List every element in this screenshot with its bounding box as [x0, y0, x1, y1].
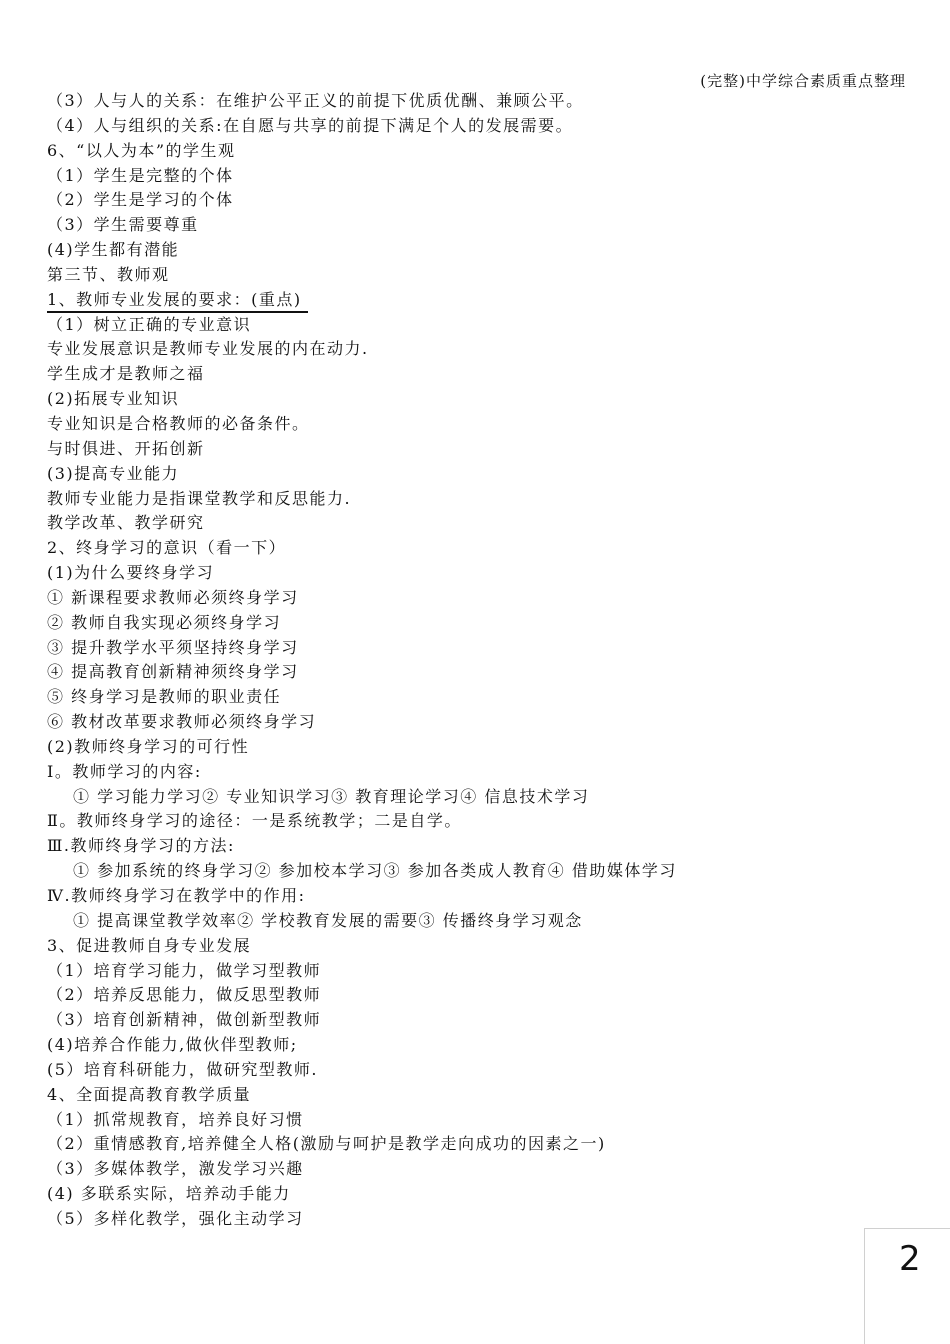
text-line: （2）学生是学习的个体: [47, 190, 234, 210]
list-item: ⑤ 终身学习是教师的职业责任: [47, 687, 282, 707]
text-line: 教学改革、教学研究: [47, 513, 205, 533]
section-heading: 3、促进教师自身专业发展: [47, 935, 252, 955]
text-line: （1）树立正确的专业意识: [47, 314, 252, 334]
text-line: （3）人与人的关系：在维护公平正义的前提下优质优酬、兼顾公平。: [47, 91, 584, 110]
document-body: [47, 89, 907, 1232]
text-line: Ⅱ。教师终身学习的途径：一是系统教学；二是自学。: [47, 811, 462, 831]
text-line: （5）多样化教学，强化主动学习: [47, 1208, 304, 1228]
text-line: （4）人与组织的关系:在自愿与共享的前提下满足个人的发展需要。: [47, 115, 574, 135]
section-heading: 6、“以人为本”的学生观: [47, 140, 236, 160]
list-item: ① 参加系统的终身学习② 参加校本学习③ 参加各类成人教育④ 借助媒体学习: [73, 861, 677, 881]
text-line: （1）抓常规教育，培养良好习惯: [47, 1109, 304, 1129]
list-item: ⑥ 教材改革要求教师必须终身学习: [47, 712, 317, 732]
list-item: ② 教师自我实现必须终身学习: [47, 612, 282, 632]
text-line: （2）培养反思能力，做反思型教师: [47, 985, 322, 1005]
text-line: (4) 多联系实际，培养动手能力: [47, 1184, 291, 1204]
list-item: ③ 提升教学水平须坚持终身学习: [47, 637, 299, 657]
text-line: （3）培育创新精神，做创新型教师: [47, 1010, 322, 1030]
page-header-title: (完整)中学综合素质重点整理: [700, 72, 906, 90]
section-heading: 第三节、教师观: [47, 264, 170, 284]
list-item: ① 学习能力学习② 专业知识学习③ 教育理论学习④ 信息技术学习: [73, 786, 590, 806]
text-line: (4)学生都有潜能: [47, 240, 180, 260]
text-line: (4)培养合作能力,做伙伴型教师;: [47, 1035, 298, 1055]
text-line: 专业发展意识是教师专业发展的内在动力.: [47, 339, 369, 359]
text-line: (1)为什么要终身学习: [47, 563, 215, 583]
section-heading: 4、全面提高教育教学质量: [47, 1084, 252, 1104]
text-line: Ⅰ。教师学习的内容:: [47, 761, 202, 781]
text-line: （1）学生是完整的个体: [47, 165, 234, 185]
text-line: Ⅲ.教师终身学习的方法:: [47, 836, 235, 856]
text-line: 与时俱进、开拓创新: [47, 438, 205, 458]
underlined-heading: 1、教师专业发展的要求：(重点): [47, 289, 308, 313]
text-line: (2)拓展专业知识: [47, 389, 180, 409]
page-number: 2: [899, 1239, 921, 1279]
text-line: (3)提高专业能力: [47, 463, 180, 483]
text-line: （1）培育学习能力，做学习型教师: [47, 960, 322, 980]
text-line: 教师专业能力是指课堂教学和反思能力.: [47, 488, 352, 508]
text-line: （3）多媒体教学，激发学习兴趣: [47, 1159, 304, 1179]
list-item: ① 提高课堂教学效率② 学校教育发展的需要③ 传播终身学习观念: [73, 910, 583, 930]
text-line: （2）重情感教育,培养健全人格(激励与呵护是教学走向成功的因素之一): [47, 1134, 606, 1154]
list-item: ① 新课程要求教师必须终身学习: [47, 587, 299, 607]
text-line: （3）学生需要尊重: [47, 215, 199, 235]
underlined-heading-line: [47, 288, 907, 313]
list-item: ④ 提高教育创新精神须终身学习: [47, 662, 299, 682]
text-line: (5）培育科研能力，做研究型教师.: [47, 1059, 319, 1079]
text-line: (2)教师终身学习的可行性: [47, 736, 250, 756]
page-number-box: [864, 1228, 950, 1344]
text-line: 学生成才是教师之福: [47, 364, 205, 384]
text-line: Ⅳ.教师终身学习在教学中的作用:: [47, 886, 306, 905]
section-heading: 2、终身学习的意识（看一下）: [47, 538, 287, 558]
text-line: 专业知识是合格教师的必备条件。: [47, 413, 310, 433]
